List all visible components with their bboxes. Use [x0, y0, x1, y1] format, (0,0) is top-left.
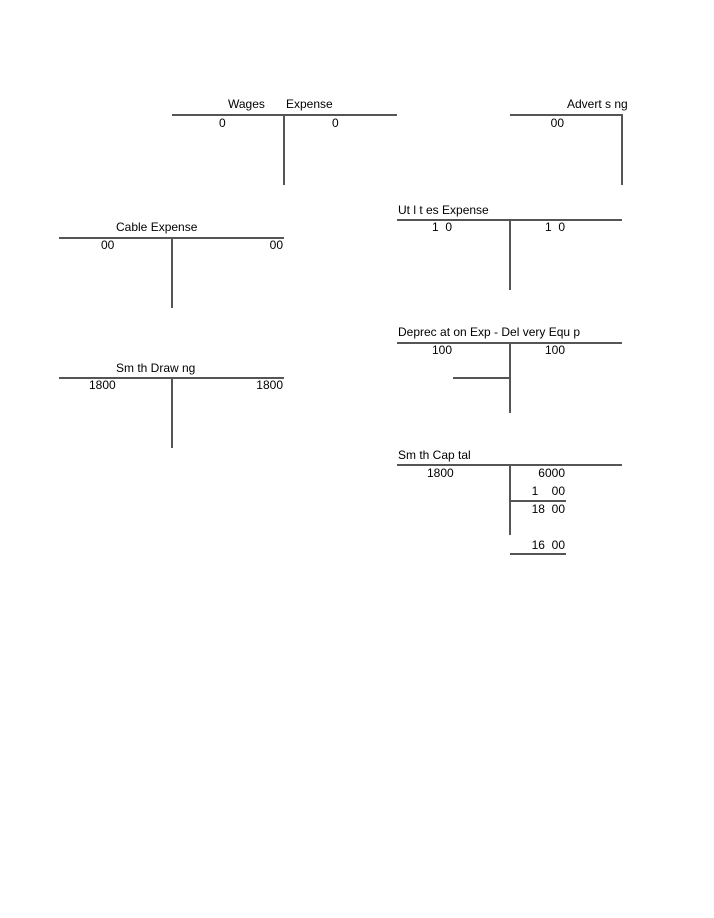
credit-entry: 100: [545, 343, 566, 357]
credit-balance: 16 00: [531, 538, 565, 552]
t-account-divider: [509, 220, 511, 290]
t-account-divider: [171, 238, 173, 308]
credit-entry: 1 00: [531, 484, 565, 498]
account-title: Cable Expense: [116, 220, 198, 234]
account-title: Ut l t es Expense: [398, 203, 489, 217]
account-title: Expense: [286, 97, 333, 111]
credit-entry: 1800: [256, 378, 283, 392]
credit-entry: 0: [332, 116, 339, 130]
account-title: Advert s ng: [567, 97, 628, 111]
debit-entry: 0: [219, 116, 226, 130]
credit-entry: 00: [269, 238, 283, 252]
debit-entry: 1800: [427, 466, 454, 480]
credit-subtotal: 18 00: [531, 502, 565, 516]
account-title: Sm th Draw ng: [116, 361, 196, 375]
t-account-divider: [171, 378, 173, 448]
debit-entry: 100: [432, 343, 453, 357]
debit-entry: 00: [101, 238, 115, 252]
t-account-divider: [621, 115, 623, 185]
credit-entry: 1 0: [545, 220, 566, 234]
balance-rule: [510, 553, 566, 555]
account-title: Deprec at on Exp - Del very Equ p: [398, 325, 581, 339]
account-title: Sm th Cap tal: [398, 448, 471, 462]
subtotal-rule: [453, 377, 510, 379]
debit-entry: 1 0: [432, 220, 453, 234]
credit-entry: 6000: [538, 466, 565, 480]
debit-entry: 00: [550, 116, 564, 130]
account-title: Wages: [228, 97, 265, 111]
debit-entry: 1800: [89, 378, 116, 392]
t-account-divider: [283, 115, 285, 185]
